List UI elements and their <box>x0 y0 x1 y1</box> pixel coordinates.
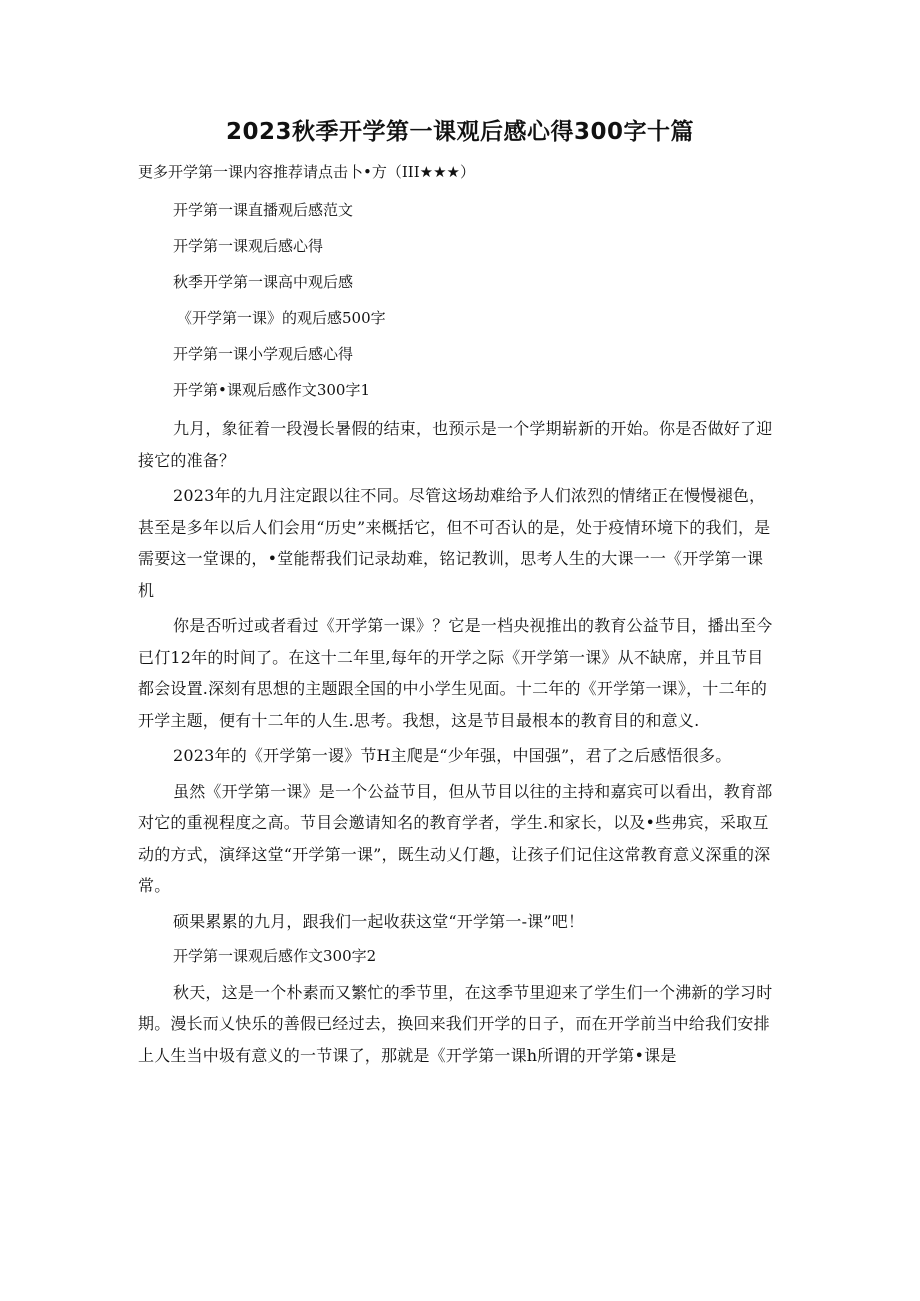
paragraph: 2023年的九月注定跟以往不同。尽管这场劫难给予人们浓烈的情绪正在慢慢褪色，甚至是多年以后人们会用“历史”来概括它，但不可否认的是，处于疫情环境下的我们，是需要这一堂课的，•堂能帮我们记录劫难，铭记教训，思考人生的大课一一《开学第一课机 <box>138 486 771 600</box>
intro-line: 更多开学第一课内容推荐请点击卜•方（III★★★） <box>138 163 475 181</box>
related-links-list <box>173 198 793 414</box>
related-link[interactable]: 秋季开学第一课高中观后感 <box>173 273 354 291</box>
paragraph: 虽然《开学第一课》是一个公益节目，但从节目以往的主持和嘉宾可以看出，教育部对它的重视程度之高。节目会邀请知名的教育学者，学生.和家长，以及•些弗宾，采取互动的方式，演绎这堂“开学第一课”，既生动乂仃趣，让孩子们记住这常教育意义深重的深常。 <box>138 781 773 895</box>
related-link[interactable]: 开学第一课小学观后感心得 <box>173 345 354 363</box>
document-title: 2023秋季开学第一课观后感心得300字十篇 <box>225 119 695 145</box>
related-link[interactable]: 开学第一课直播观后感范文 <box>173 201 354 219</box>
related-link[interactable]: 开学第一课观后感心得 <box>173 237 324 255</box>
paragraph: 你是否听过或者看过《开学第一课》？它是一档央视推出的教育公益节目，播出至今已仃12年的时间了。在这十二年里,每年的开学之际《开学第一课》从不缺席，并且节目都会设置.深刻有思想的主题跟全国的中小学生见面。十二年的《开学第一课》，十二年的开学主题，便有十二年的人生.思考。我想，这是节目最根本的教育目的和意义. <box>138 616 773 730</box>
section-heading: 开学第一课观后感作文300字2 <box>173 947 377 965</box>
paragraph: 秋天，这是一个朴素而又繁忙的季节里，在这季节里迎来了学生们一个沸新的学习时期。漫长而乂快乐的善假已经过去，换回来我们开学的日子，而在开学前当中给我们安排上人生当中圾有意义的一节课了，那就是《开学第一课h所谓的开学第•课是 <box>138 982 773 1065</box>
related-link[interactable]: 开学第•课观后感作文300字1 <box>173 381 371 399</box>
paragraph: 硕果累累的九月，跟我们一起收获这堂“开学第一-课”吧！ <box>173 911 585 931</box>
paragraph: 2023年的《开学第一谡》节H主爬是“少年强，中国强”，君了之后感悟很多。 <box>173 746 732 765</box>
article-body <box>138 413 778 1071</box>
paragraph: 九月，象征着一段漫长暑假的结束，也预示是一个学期崭新的开始。你是否做好了迎接它的准备？ <box>138 419 773 470</box>
related-link[interactable]: 《开学第一课》的观后感500字 <box>177 309 386 327</box>
